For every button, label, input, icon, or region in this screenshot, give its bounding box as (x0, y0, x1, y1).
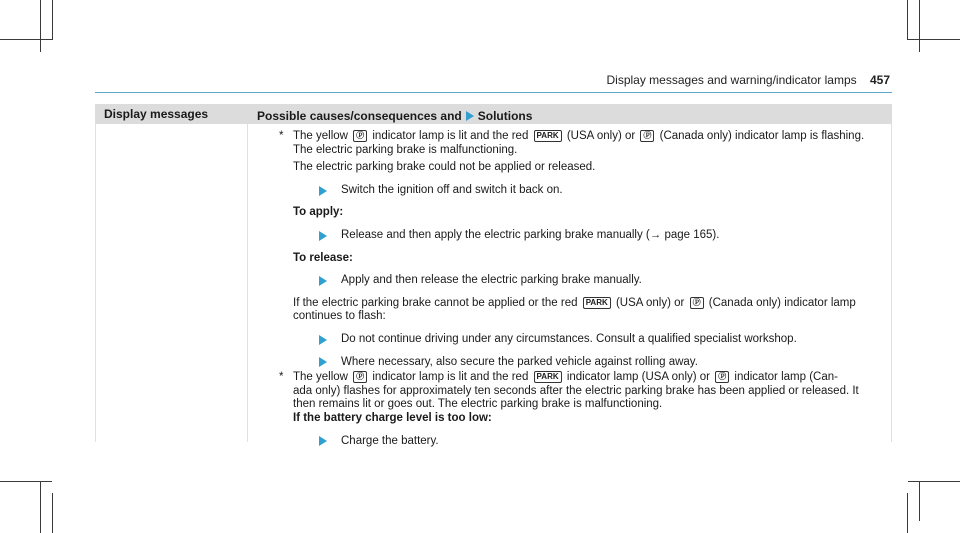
park-icon: PARK (583, 297, 611, 309)
step-arrow-icon (319, 231, 327, 241)
park-icon: PARK (534, 130, 562, 142)
cause-text: The electric parking brake is malfunctioning. (293, 143, 518, 156)
solution-step: Apply and then release the electric parking brake manually. (257, 274, 882, 288)
table-body (95, 124, 892, 447)
brake-warning-icon: Ⓟ (353, 130, 367, 142)
brake-warning-icon: Ⓟ (715, 371, 729, 383)
page-number: 457 (869, 73, 890, 87)
column-header-display-messages: Display messages (104, 107, 209, 121)
page-header (607, 73, 891, 87)
step-arrow-icon (319, 335, 327, 345)
solution-step: Release and then apply the electric parking brake manually (→ page 165). (257, 229, 882, 243)
crop-mark (919, 0, 920, 52)
column-header-causes-label: Possible causes/consequences and (257, 108, 462, 123)
messages-table (95, 104, 892, 447)
park-icon: PARK (534, 371, 562, 383)
solution-step: Charge the battery. (257, 435, 882, 449)
crop-mark (52, 0, 53, 40)
subheading-release: To release: (293, 251, 353, 264)
step-arrow-icon (319, 186, 327, 196)
crop-mark (0, 481, 52, 482)
crop-mark (908, 481, 960, 482)
condition-text: If the electric parking brake cannot be applied or the red PARK (USA only) or Ⓟ (Canada only) indicator lamp continues to flash: (293, 296, 856, 323)
step-arrow-icon (319, 276, 327, 286)
brake-warning-icon: Ⓟ (353, 371, 367, 383)
subheading-battery: If the battery charge level is too low: (293, 412, 492, 424)
column-header-solutions: Solutions (477, 108, 533, 123)
solution-step: Switch the ignition off and switch it back on. (257, 184, 882, 198)
step-arrow-icon (319, 436, 327, 446)
table-border-left (95, 124, 96, 442)
cause-text: The electric parking brake could not be applied or released. (293, 161, 596, 174)
crop-mark (40, 481, 41, 533)
solution-step: Where necessary, also secure the parked vehicle against rolling away. (257, 356, 882, 370)
crop-mark (907, 0, 908, 40)
cause-item: * The yellow Ⓟ indicator lamp is lit and the red PARK (USA only) or Ⓟ (Canada only) indicator lamp is flashing. (279, 130, 865, 143)
crop-mark (0, 39, 52, 40)
header-rule (95, 92, 892, 93)
cause-text: then remains lit or goes out. The electric parking brake is malfunctioning. (293, 398, 663, 411)
crop-mark (919, 481, 920, 521)
crop-mark (907, 493, 908, 533)
column-header-causes (247, 104, 892, 124)
subheading-apply: To apply: (293, 206, 344, 219)
crop-mark (908, 39, 960, 40)
header-title: Display messages and warning/indicator lamps (606, 73, 857, 87)
crop-mark (52, 493, 53, 533)
solution-step: Do not continue driving under any circumstances. Consult a qualified specialist workshop. (257, 333, 882, 347)
table-header (95, 104, 892, 124)
cause-text: ada only) flashes for approximately ten seconds after the electric parking brake has been applied or released. It (293, 384, 859, 397)
cause-item: * The yellow Ⓟ indicator lamp is lit and the red PARK indicator lamp (USA only) or Ⓟ indicator lamp (Can- (279, 371, 838, 384)
brake-warning-icon: Ⓟ (640, 130, 654, 142)
arrow-icon (466, 111, 474, 121)
causes-cell (247, 124, 892, 448)
step-arrow-icon (319, 357, 327, 367)
crop-mark (40, 0, 41, 52)
brake-warning-icon: Ⓟ (690, 297, 704, 309)
